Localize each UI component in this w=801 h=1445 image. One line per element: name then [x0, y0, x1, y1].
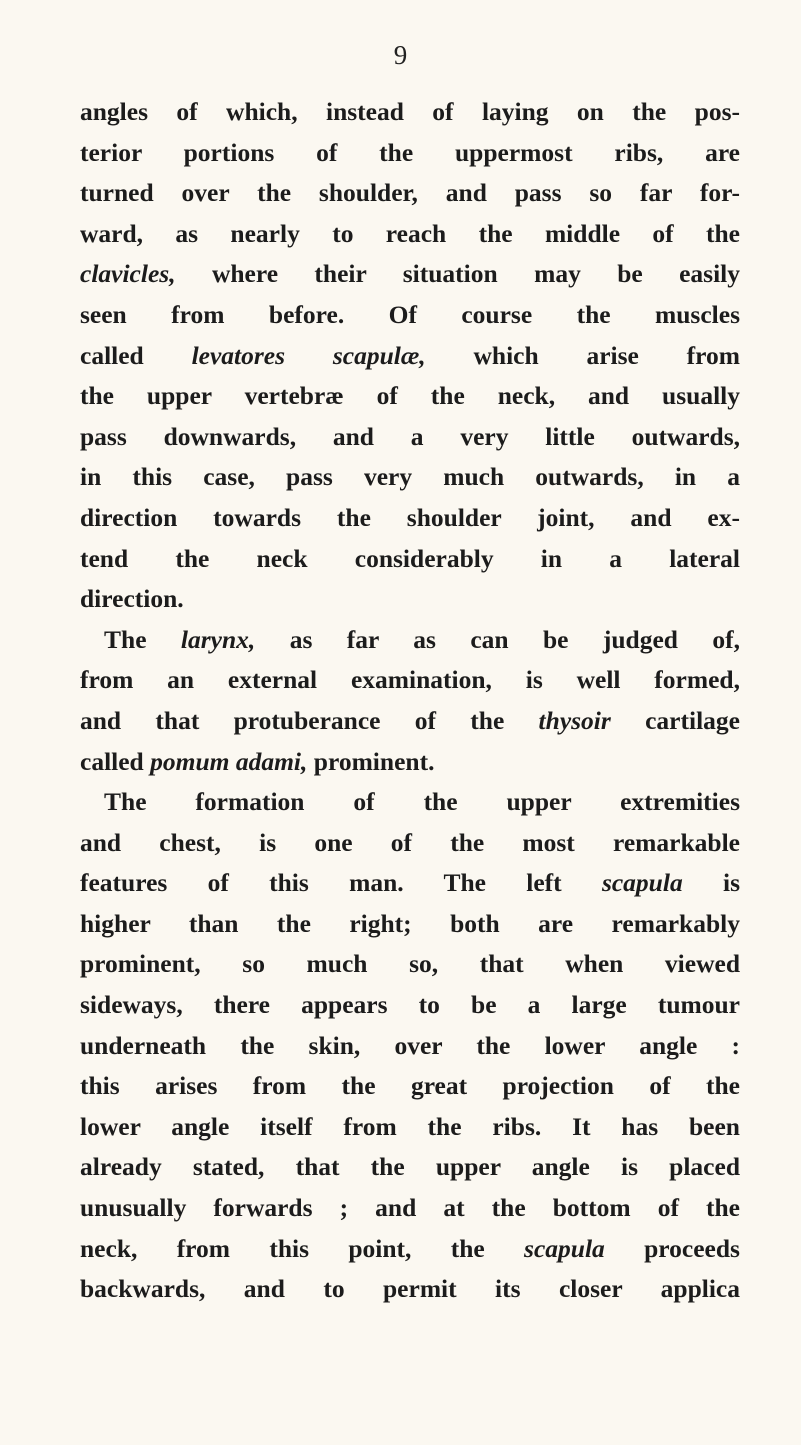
text-segment: called — [80, 746, 151, 776]
italic-term: levatores scapulæ, — [191, 340, 426, 370]
text-segment: from an external examination, is well formed, — [80, 665, 740, 695]
text-line — [80, 1269, 740, 1310]
text-line — [80, 539, 740, 580]
text-segment: prominent, so much so, that when viewed — [80, 949, 740, 979]
text-line — [80, 254, 740, 295]
text-segment: lower angle itself from the ribs. It has been — [80, 1111, 740, 1141]
body-text — [80, 92, 740, 1310]
text-line — [80, 701, 740, 742]
text-segment: terior portions of the uppermost ribs, are — [80, 137, 740, 167]
text-line — [80, 214, 740, 255]
text-segment: sideways, there appears to be a large tumour — [80, 990, 740, 1020]
text-line — [80, 376, 740, 417]
text-segment: where their situation may be easily — [175, 259, 740, 289]
text-segment: is — [682, 868, 740, 898]
page-number: 9 — [393, 40, 408, 70]
text-segment: already stated, that the upper angle is placed — [80, 1152, 740, 1182]
text-segment: this arises from the great projection of the — [80, 1071, 740, 1101]
text-line — [80, 863, 740, 904]
text-line — [80, 417, 740, 458]
text-segment: in this case, pass very much outwards, in a — [80, 462, 740, 492]
italic-term: clavicles, — [80, 259, 176, 289]
italic-term: scapula — [524, 1233, 605, 1263]
text-line — [80, 985, 740, 1026]
text-segment: pass downwards, and a very little outwards, — [80, 421, 740, 451]
text-segment: direction. — [80, 584, 184, 614]
text-line — [80, 1188, 740, 1229]
text-segment: cartilage — [610, 705, 740, 735]
text-line — [80, 944, 740, 985]
text-line — [80, 133, 740, 174]
text-line — [80, 92, 740, 133]
text-segment: features of this man. The left — [80, 868, 602, 898]
text-segment: turned over the shoulder, and pass so far for- — [80, 178, 740, 208]
text-segment: seen from before. Of course the muscles — [80, 299, 740, 329]
text-segment: direction towards the shoulder joint, and ex- — [80, 502, 740, 532]
text-segment: and that protuberance of the — [80, 705, 539, 735]
text-segment: ward, as nearly to reach the middle of the — [80, 218, 740, 248]
text-segment: called — [80, 340, 192, 370]
text-line — [80, 904, 740, 945]
text-line — [80, 823, 740, 864]
text-line — [80, 579, 740, 620]
text-segment: The formation of the upper extremities — [104, 787, 740, 817]
text-line — [80, 1107, 740, 1148]
italic-term: pomum adami, — [150, 746, 308, 776]
text-line — [80, 782, 740, 823]
text-segment: prominent. — [307, 746, 435, 776]
italic-term: larynx, — [180, 624, 256, 654]
text-segment: tend the neck considerably in a lateral — [80, 543, 740, 573]
text-segment: higher than the right; both are remarkably — [80, 908, 740, 938]
italic-term: thysoir — [538, 705, 611, 735]
italic-term: scapula — [601, 868, 683, 898]
text-segment: the upper vertebræ of the neck, and usually — [80, 381, 740, 411]
text-line — [80, 457, 740, 498]
text-line — [80, 660, 740, 701]
text-segment: The — [104, 624, 181, 654]
text-line — [80, 1066, 740, 1107]
text-line — [80, 173, 740, 214]
text-line — [80, 1026, 740, 1067]
text-segment: which arise from — [425, 340, 740, 370]
text-segment: angles of which, instead of laying on the pos- — [80, 97, 740, 126]
text-line — [80, 742, 740, 783]
text-segment: neck, from this point, the — [80, 1233, 525, 1263]
text-line — [80, 1147, 740, 1188]
text-segment: as far as can be judged of, — [255, 624, 740, 654]
text-line — [80, 295, 740, 336]
text-segment: backwards, and to permit its closer applica — [80, 1274, 740, 1304]
text-line — [80, 620, 740, 661]
text-segment: unusually forwards ; and at the bottom of the — [80, 1193, 740, 1223]
text-segment: and chest, is one of the most remarkable — [80, 827, 740, 857]
text-segment: proceeds — [604, 1233, 740, 1263]
text-line — [80, 336, 740, 377]
text-segment: underneath the skin, over the lower angle : — [80, 1030, 740, 1060]
text-line — [80, 498, 740, 539]
text-line — [80, 1229, 740, 1270]
